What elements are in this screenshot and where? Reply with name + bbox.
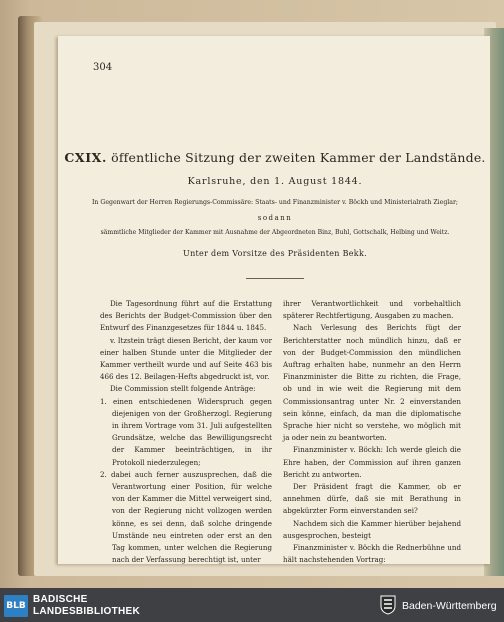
- session-heading: [60, 150, 490, 165]
- state-name[interactable]: Baden-Württemberg: [402, 600, 497, 612]
- place-date: Karlsruhe, den 1. August 1844.: [187, 176, 363, 187]
- bw-coat-of-arms-icon: [380, 595, 396, 615]
- list-item: 1. einen entschiedenen Widerspruch gegen diejenigen von der Großherzogl. Regierung in ihrem Vortrage vom 31. Juli aufgestellten Grundsätze, welche das Bewilligungsrecht der Kammer beeinträchtigen, in ihr Protokoll niederzulegen;: [100, 396, 272, 467]
- paragraph: ihrer Verantwortlichkeit und vorbehaltlich späterer Rechtfertigung, Ausgaben zu machen.: [283, 299, 461, 321]
- library-name-line1: BADISCHE: [33, 594, 88, 605]
- left-column: [100, 298, 272, 566]
- page-number: 304: [93, 62, 113, 73]
- paragraph: Finanzminister v. Böckh: Ich werde gleich die Ehre haben, der Commission auf ihren ganzen Bericht zu antworten.: [283, 445, 461, 479]
- paragraph: Nach Verlesung des Berichts fügt der Berichterstatter noch mündlich hinzu, daß er von der Budget-Commission den mündlichen Auftrag erhalten habe, nunmehr an den Herrn Finanzminister die Bitte zu richten, die Frage, ob und in wie weit die Regierung mit dem Commissionsantrag unter Nr. 2 einverstanden sein könne, einfach, da man die diplomatische Sprache hier nicht so verstehe, wo möglich mit ja oder nein zu beantworten.: [283, 323, 461, 443]
- list-item: 2. dabei auch ferner auszusprechen, daß die Verantwortung einer Position, für welche von der Kammer die Mittel verweigert sind, von der Regierung nicht vollzogen werden könne, es sei denn, daß solche dringende Umstände neu eintreten oder erst an den Tag kommen, unter welchen die Regierung nach der Verfassung berechtigt ist, unter: [100, 469, 272, 565]
- library-name-line2: LANDESBIBLIOTHEK: [33, 606, 141, 617]
- blb-logo[interactable]: BLB: [4, 595, 28, 617]
- chair-line: Unter dem Vorsitze des Präsidenten Bekk.: [183, 249, 367, 258]
- paragraph: Finanzminister v. Böckh die Rednerbühne und hält nachstehenden Vortrag:: [283, 543, 461, 565]
- session-title: öffentliche Sitzung der zweiten Kammer der Landstände.: [111, 150, 486, 165]
- session-number: CXIX.: [64, 150, 107, 165]
- paragraph: Die Commission stellt folgende Anträge:: [110, 384, 256, 394]
- members-line: sämmtliche Mitglieder der Kammer mit Ausnahme der Abgeordneten Binz, Buhl, Gottschalk, Helbing und Weitz.: [100, 229, 450, 236]
- paragraph: Die Tagesordnung führt auf die Erstattung des Berichts der Budget-Commission über den Entwurf des Finanzgesetzes für 1844 u. 1845.: [100, 299, 272, 333]
- presence-line: In Gegenwart der Herren Regierungs-Commissäre: Staats- und Finanzminister v. Böckh und Ministerialrath Zieglar;: [91, 199, 458, 206]
- paragraph: Der Präsident fragt die Kammer, ob er annehmen dürfe, daß sie mit Berathung in abgekürzter Form einverstanden sei?: [283, 482, 461, 516]
- library-name[interactable]: [33, 594, 140, 618]
- divider-rule: [246, 278, 304, 279]
- right-column: [283, 298, 461, 566]
- sodann-line: sodann: [257, 214, 293, 222]
- paragraph: v. Itzstein trägt diesen Bericht, der kaum vor einer halben Stunde unter die Mitglieder der Kammer vertheilt wurde und auf Seite 463 bis 466 des 12. Beilagen-Hefts abgedruckt ist, vor.: [100, 335, 272, 382]
- paragraph: Nachdem sich die Kammer hierüber bejahend ausgesprochen, besteigt: [283, 518, 461, 540]
